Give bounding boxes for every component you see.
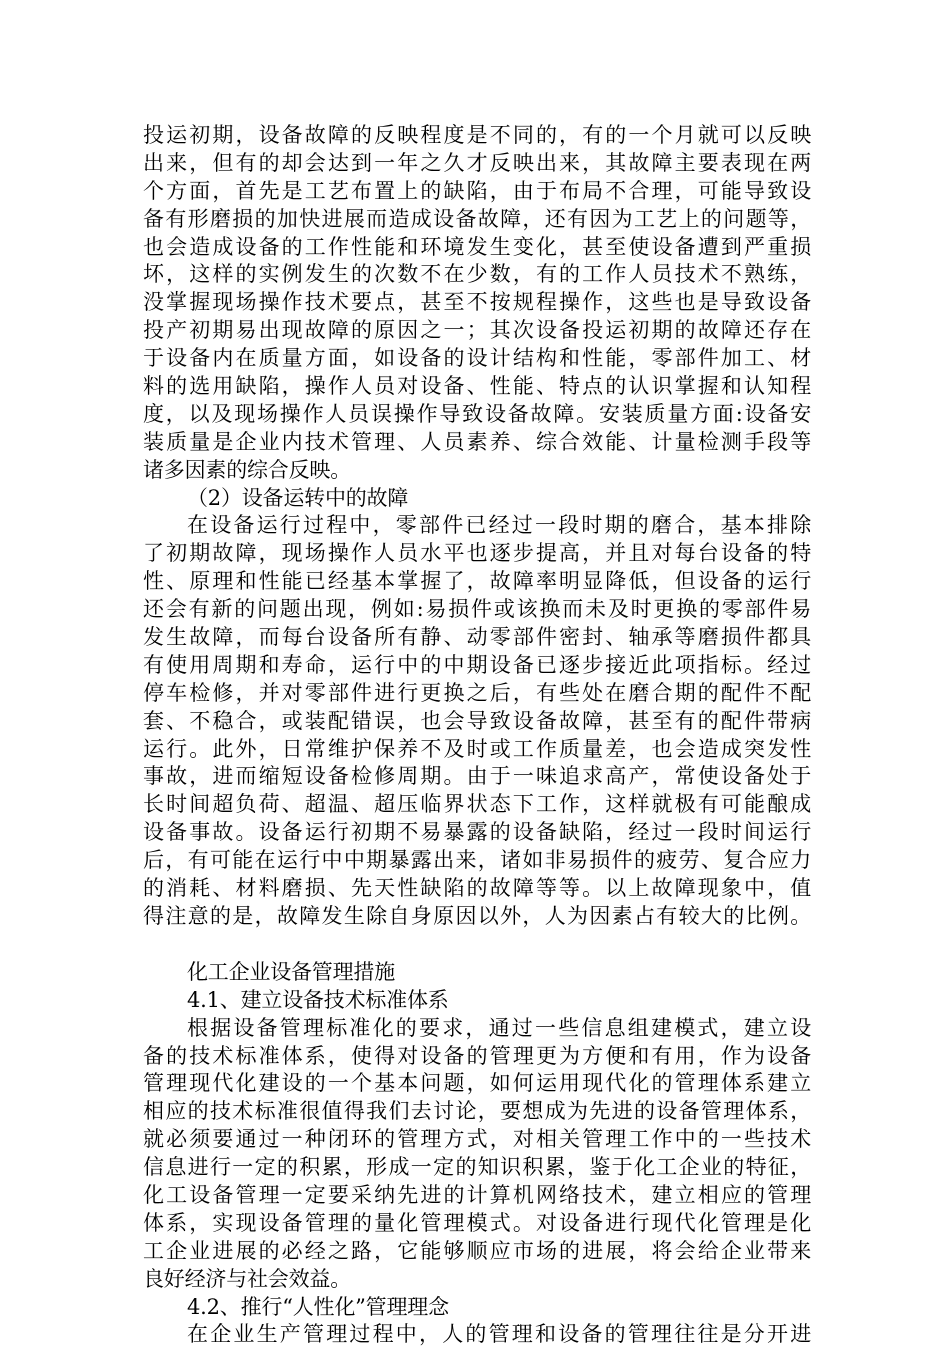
text-line: 个方面，首先是工艺布置上的缺陷，由于布局不合理，可能导致设 <box>143 178 811 203</box>
text-line: 备的技术标准体系，使得对设备的管理更为方便和有用，作为设备 <box>143 1043 811 1068</box>
text-line: 也会造成设备的工作性能和环境发生变化，甚至使设备遭到严重损 <box>143 234 811 259</box>
text-line: 良好经济与社会效益。 <box>143 1266 351 1291</box>
text-line: 在设备运行过程中，零部件已经过一段时期的磨合，基本排除 <box>187 513 811 538</box>
text-line: 运行。此外，日常维护保养不及时或工作质量差，也会造成突发性 <box>143 736 811 761</box>
text-line: 有使用周期和寿命，运行中的中期设备已逐步接近此项指标。经过 <box>143 652 811 677</box>
paragraph-humanized-management <box>143 1321 811 1349</box>
text-line: 得注意的是，故障发生除自身原因以外，人为因素占有较大的比例。 <box>143 903 811 928</box>
paragraph-initial-failures <box>143 122 811 485</box>
text-line: 信息进行一定的积累，形成一定的知识积累，鉴于化工企业的特征， <box>143 1155 811 1180</box>
text-line: 事故，进而缩短设备检修周期。由于一味追求高产，常使设备处于 <box>143 764 811 789</box>
text-line: 长时间超负荷、超温、超压临界状态下工作，这样就极有可能酿成 <box>143 792 811 817</box>
text-line: 投运初期，设备故障的反映程度是不同的，有的一个月就可以反映 <box>143 123 811 147</box>
text-line: 套、不稳合，或装配错误，也会导致设备故障，甚至有的配件带病 <box>143 708 811 733</box>
paragraph-operation-failures <box>143 512 811 930</box>
subheading-technical-standards: 4.1、建立设备技术标准体系 <box>187 987 449 1012</box>
text-line: 备有形磨损的加快进展而造成设备故障，还有因为工艺上的问题等， <box>143 206 811 231</box>
text-line: 工企业进展的必经之路，它能够顺应市场的进展，将会给企业带来 <box>143 1238 811 1263</box>
text-line: 设备事故。设备运行初期不易暴露的设备缺陷，经过一段时间运行 <box>143 820 811 845</box>
text-line: 没掌握现场操作技术要点，甚至不按规程操作，这些也是导致设备 <box>143 290 811 315</box>
text-line: 出来，但有的却会达到一年之久才反映出来，其故障主要表现在两 <box>143 150 811 175</box>
text-line: 发生故障，而每台设备所有静、动零部件密封、轴承等磨损件都具 <box>143 625 811 650</box>
text-line: 料的选用缺陷，操作人员对设备、性能、特点的认识掌握和认知程 <box>143 374 811 399</box>
text-line: 还会有新的问题出现，例如:易损件或该换而未及时更换的零部件易 <box>143 597 811 622</box>
text-line: 的消耗、材料磨损、先天性缺陷的故障等等。以上故障现象中，值 <box>143 876 811 901</box>
paragraph-gap <box>143 931 811 959</box>
text-line: 坏，这样的实例发生的次数不在少数，有的工作人员技术不熟练， <box>143 262 811 287</box>
section-title: 化工企业设备管理措施 <box>187 959 395 984</box>
text-line: 根据设备管理标准化的要求，通过一些信息组建模式，建立设 <box>187 1015 811 1040</box>
text-line: 管理现代化建设的一个基本问题，如何运用现代化的管理体系建立 <box>143 1071 811 1096</box>
text-line: 后，有可能在运行中中期暴露出来，诸如非易损件的疲劳、复合应力 <box>143 848 811 873</box>
subheading-operation-failures: （2）设备运转中的故障 <box>187 485 409 510</box>
text-line: 就必须要通过一种闭环的管理方式，对相关管理工作中的一些技术 <box>143 1127 811 1152</box>
text-line: 体系，实现设备管理的量化管理模式。对设备进行现代化管理是化 <box>143 1210 811 1235</box>
text-line: 停车检修，并对零部件进行更换之后，有些处在磨合期的配件不配 <box>143 680 811 705</box>
paragraph-technical-standards <box>143 1015 811 1294</box>
text-line: 了初期故障，现场操作人员水平也逐步提高，并且对每台设备的特 <box>143 541 811 566</box>
text-line: 于设备内在质量方面，如设备的设计结构和性能，零部件加工、材 <box>143 346 811 371</box>
subheading-humanized-management: 4.2、推行“人性化”管理理念 <box>187 1294 449 1319</box>
text-line: 在企业生产管理过程中，人的管理和设备的管理往往是分开进 <box>187 1322 811 1347</box>
text-line: 度，以及现场操作人员误操作导致设备故障。安装质量方面:设备安 <box>143 401 811 426</box>
document-body <box>143 122 811 1349</box>
text-line: 投产初期易出现故障的原因之一；其次设备投运初期的故障还存在 <box>143 318 811 343</box>
text-line: 装质量是企业内技术管理、人员素养、综合效能、计量检测手段等 <box>143 429 811 454</box>
text-line: 相应的技术标准很值得我们去讨论，要想成为先进的设备管理体系， <box>143 1099 811 1124</box>
text-line: 性、原理和性能已经基本掌握了，故障率明显降低，但设备的运行 <box>143 569 811 594</box>
text-line: 诸多因素的综合反映。 <box>143 457 351 482</box>
text-line: 化工设备管理一定要采纳先进的计算机网络技术，建立相应的管理 <box>143 1182 811 1207</box>
